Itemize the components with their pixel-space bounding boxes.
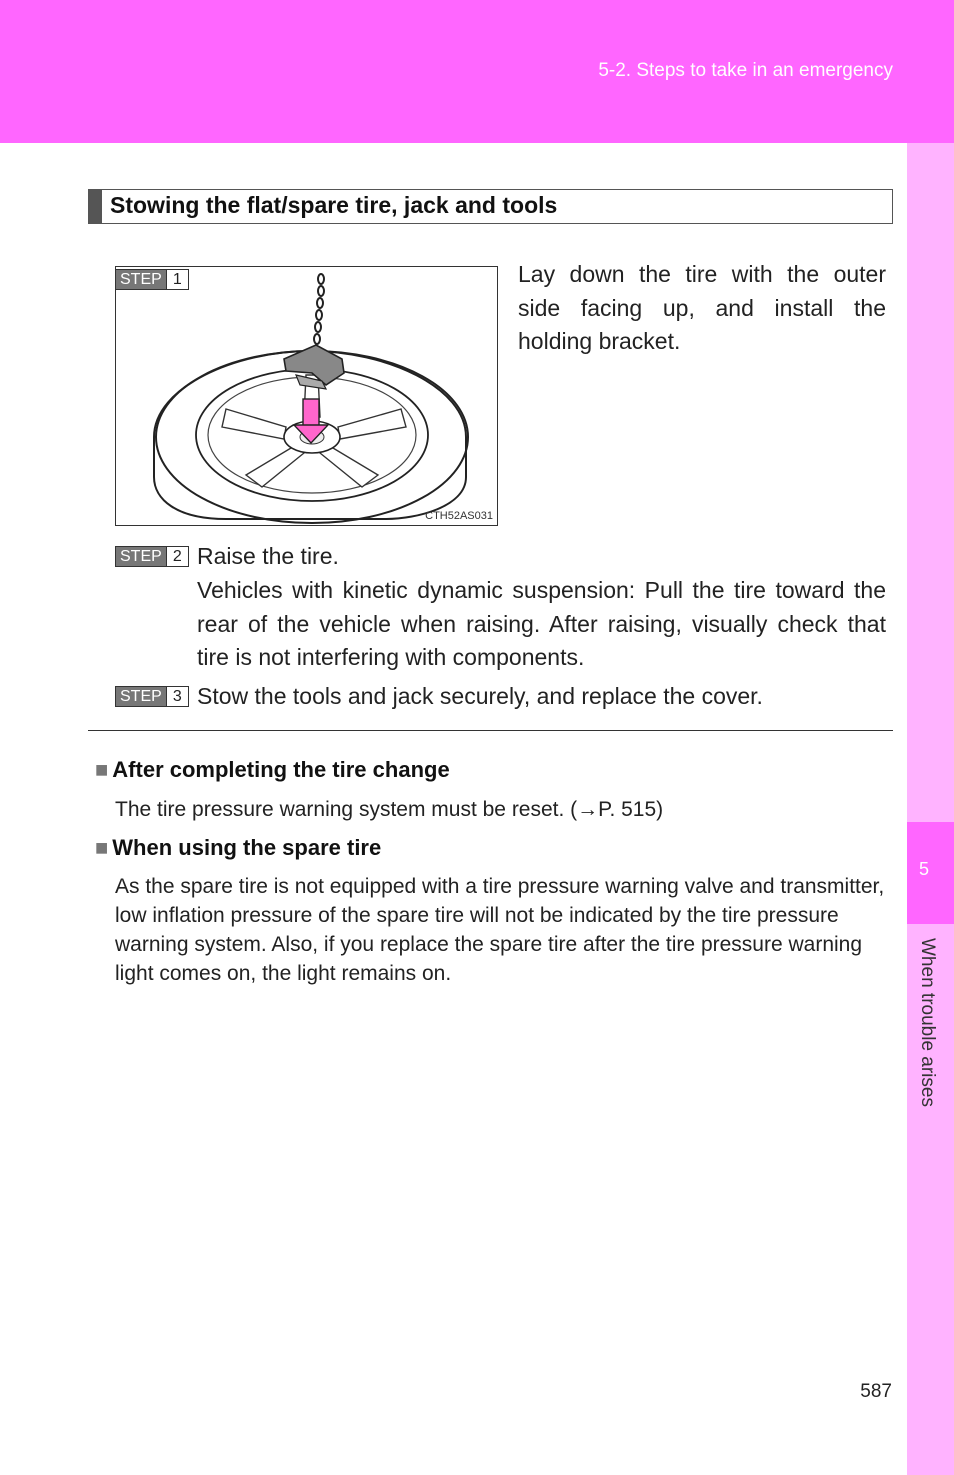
page-header — [0, 0, 954, 143]
step-number: 2 — [166, 547, 188, 566]
note-body-tire-change: The tire pressure warning system must be reset. (→P. 515) — [115, 798, 664, 821]
step-2-subtext: Vehicles with kinetic dynamic suspension: Pull the tire toward the rear of the vehicle when raising. After raising, visually check that tire is not interfering with components. — [197, 577, 886, 670]
square-bullet-icon: ■ — [95, 835, 109, 860]
divider — [88, 730, 893, 731]
note-heading-tire-change — [95, 757, 450, 783]
chapter-number: 5 — [918, 859, 929, 879]
step-1-badge — [115, 269, 189, 290]
chapter-tab[interactable] — [907, 822, 954, 924]
note-body-spare-tire: As the spare tire is not equipped with a tire pressure warning valve and transmitter, low inflation pressure of the spare tire will not be indicated by the tire pressure warning system. Also, if you replace the spare tire after the tire pressure warning light comes on, the light remains on. — [115, 875, 885, 985]
page-number: 587 — [860, 1381, 892, 1402]
chapter-label: When trouble arises — [917, 938, 938, 1107]
tire-illustration — [115, 266, 498, 526]
step-number: 3 — [166, 687, 188, 706]
step-2-badge — [115, 546, 189, 567]
note-heading-spare-tire — [95, 835, 381, 861]
step-label: STEP — [116, 270, 166, 289]
step-label: STEP — [116, 687, 166, 706]
square-bullet-icon: ■ — [95, 757, 109, 782]
step-2-text: Raise the tire. — [197, 543, 339, 569]
note-heading-text: When using the spare tire — [112, 835, 382, 860]
section-marker — [89, 190, 102, 223]
step-label: STEP — [116, 547, 166, 566]
section-heading — [88, 189, 893, 224]
side-tab — [907, 143, 954, 1475]
step-3-badge — [115, 686, 189, 707]
step-number: 1 — [166, 270, 188, 289]
note-heading-text: After completing the tire change — [112, 757, 450, 782]
spare-tire-drawing — [116, 267, 497, 525]
section-title: Stowing the flat/spare tire, jack and tools — [110, 192, 558, 218]
chain-icon — [314, 274, 324, 344]
step-3-text: Stow the tools and jack securely, and replace the cover. — [197, 683, 763, 709]
figure-code: CTH52AS031 — [425, 510, 493, 522]
section-breadcrumb: 5-2. Steps to take in an emergency — [598, 60, 893, 81]
step-1-text: Lay down the tire with the outer side facing up, and install the holding bracket. — [518, 261, 886, 354]
